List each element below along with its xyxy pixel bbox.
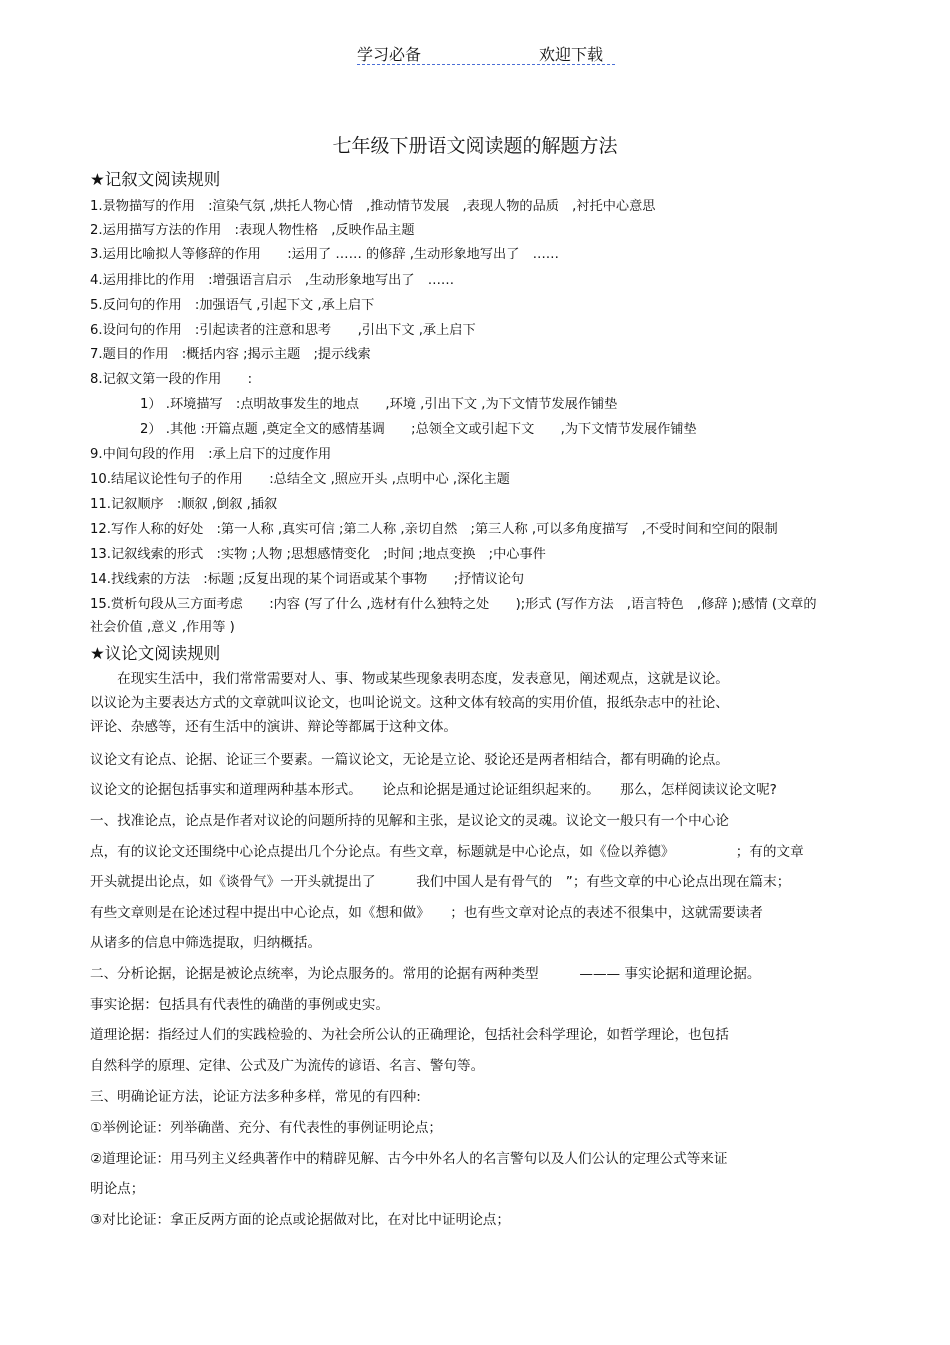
paragraph-line: 从诸多的信息中筛选提取，归纳概括。 [90,935,322,951]
paragraph-line: 以议论为主要表达方式的文章就叫议论文，也叫论说文。这种文体有较高的实用价值，报纸杂志中的社论、 [90,695,729,711]
rule-item: 6.设问句的作用 :引起读者的注意和思考 ,引出下文 ,承上启下 [90,323,476,338]
rule-subitem: 2） .其他 :开篇点题 ,奠定全文的感情基调 ;总领全文或引起下文 ,为下文情节发展作铺垫 [140,422,697,437]
rule-item: 15.赏析句段从三方面考虑 :内容 (写了什么 ,选材有什么独特之处 );形式 (写作方法 ,语言特色 ,修辞 );感情 (文章的 [90,597,817,612]
rule-item: 13.记叙线索的形式 :实物 ;人物 ;思想感情变化 ;时间 ;地点变换 ;中心事件 [90,547,546,562]
paragraph-line: 道理论据：指经过人们的实践检验的、为社会所公认的正确理论，包括社会科学理论，如哲学理论，也包括 [90,1027,729,1043]
rule-item: 7.题目的作用 :概括内容 ;揭示主题 ;提示线索 [90,347,371,362]
paragraph-line: 明论点； [90,1181,145,1197]
rule-item: 11.记叙顺序 :顺叙 ,倒叙 ,插叙 [90,497,278,512]
header-right-text: 欢迎下载 [539,45,604,64]
paragraph-line: ①举例论证：列举确凿、充分、有代表性的事例证明论点； [90,1120,443,1136]
rule-item: 8.记叙文第一段的作用 : [90,372,253,387]
paragraph-line: 开头就提出论点，如《谈骨气》一开头就提出了 我们中国人是有骨气的 ”；有些文章的中心论点出现在篇末； [90,874,791,890]
header-left-text: 学习必备 [357,45,422,64]
page-header [357,40,615,65]
rule-item: 9.中间句段的作用 :承上启下的过度作用 [90,447,332,462]
rule-item: 4.运用排比的作用 :增强语言启示 ,生动形象地写出了 …… [90,273,455,288]
paragraph-line: 点，有的议论文还围绕中心论点提出几个分论点。有些文章，标题就是中心论点，如《俭以养德》 ；有的文章 [90,844,804,860]
rule-item: 12.写作人称的好处 :第一人称 ,真实可信 ;第二人称 ,亲切自然 ;第三人称 ,可以多角度描写 ,不受时间和空间的限制 [90,522,778,537]
paragraph-line: 在现实生活中，我们常常需要对人、事、物或某些现象表明态度，发表意见，阐述观点，这就是议论。 [90,671,729,687]
paragraph-line: ②道理论证：用马列主义经典著作中的精辟见解、古今中外名人的名言警句以及人们公认的定理公式等来证 [90,1151,728,1167]
paragraph-line: 自然科学的原理、定律、公式及广为流传的谚语、名言、警句等。 [90,1058,485,1074]
paragraph-line: 议论文的论据包括事实和道理两种基本形式。 论点和论据是通过论证组织起来的。 那么，怎样阅读议论文呢? [90,782,777,798]
paragraph-line: 评论、杂感等，还有生活中的演讲、辩论等都属于这种文体。 [90,719,458,735]
paragraph-line: 议论文有论点、论据、论证三个要素。一篇议论文，无论是立论、驳论还是两者相结合，都有明确的论点。 [90,752,729,768]
rule-subitem: 1） .环境描写 :点明故事发生的地点 ,环境 ,引出下文 ,为下文情节发展作铺垫 [140,397,618,412]
paragraph-line: 一、找准论点，论点是作者对议论的问题所持的见解和主张，是议论文的灵魂。议论文一般只有一个中心论 [90,813,729,829]
rule-item: 3.运用比喻拟人等修辞的作用 :运用了 …… 的修辞 ,生动形象地写出了 …… [90,247,559,262]
document-title: 七年级下册语文阅读题的解题方法 [332,135,618,157]
paragraph-line: 事实论据：包括具有代表性的确凿的事例或史实。 [90,997,390,1013]
rule-item: 1.景物描写的作用 :渲染气氛 ,烘托人物心情 ,推动情节发展 ,表现人物的品质 ,衬托中心意思 [90,199,656,214]
paragraph-line: 有些文章则是在论述过程中提出中心论点，如《想和做》 ；也有些文章对论点的表述不很集中，这就需要读者 [90,905,763,921]
rule-item-continued: 社会价值 ,意义 ,作用等 ) [90,620,235,635]
section-heading-argumentative: ★议论文阅读规则 [90,644,221,663]
paragraph-line: 二、分析论据，论据是被论点统率，为论点服务的。常用的论据有两种类型 ——— 事实论据和道理论据。 [90,966,761,982]
paragraph-line: 三、明确论证方法，论证方法多种多样，常见的有四种: [90,1089,421,1105]
rule-item: 14.找线索的方法 :标题 ;反复出现的某个词语或某个事物 ;抒情议论句 [90,572,525,587]
paragraph-line: ③对比论证：拿正反两方面的论点或论据做对比，在对比中证明论点； [90,1212,510,1228]
rule-item: 10.结尾议论性句子的作用 :总结全文 ,照应开头 ,点明中心 ,深化主题 [90,472,510,487]
rule-item: 5.反问句的作用 :加强语气 ,引起下文 ,承上启下 [90,298,375,313]
section-heading-narrative: ★记叙文阅读规则 [90,170,221,189]
rule-item: 2.运用描写方法的作用 :表现人物性格 ,反映作品主题 [90,223,415,238]
